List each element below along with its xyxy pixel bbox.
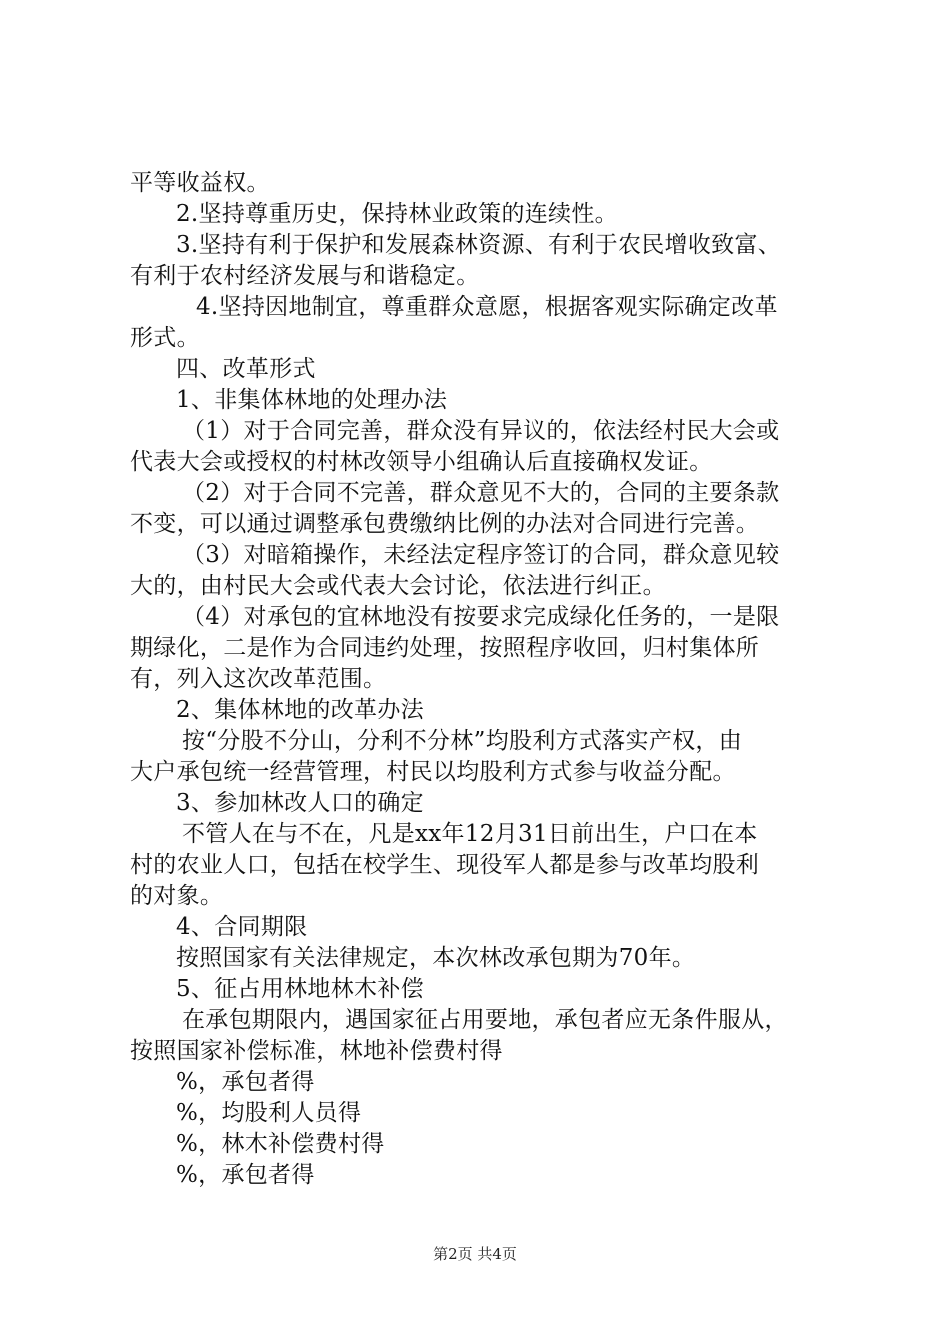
body-line: 大户承包统一经营管理，村民以均股利方式参与收益分配。 — [130, 759, 736, 785]
body-line: 按照国家有关法律规定，本次林改承包期为70年。 — [176, 945, 696, 971]
body-line: 在承包期限内，遇国家征占用要地，承包者应无条件服从， — [182, 1007, 788, 1033]
body-line: 4.坚持因地制宜，尊重群众意愿，根据客观实际确定改革 — [196, 294, 778, 320]
body-line: 有利于农村经济发展与和谐稳定。 — [130, 263, 480, 289]
section-heading: 四、改革形式 — [176, 356, 316, 382]
body-line: （2）对于合同不完善，群众意见不大的，合同的主要条款 — [182, 480, 780, 506]
body-line: %，承包者得 — [176, 1162, 315, 1188]
body-line: （1）对于合同完善，群众没有异议的，依法经村民大会或 — [182, 418, 780, 444]
body-line: 2.坚持尊重历史，保持林业政策的连续性。 — [176, 201, 618, 227]
subsection-heading: 1、非集体林地的处理办法 — [176, 387, 448, 413]
body-line: 代表大会或授权的村林改领导小组确认后直接确权发证。 — [130, 449, 713, 475]
body-line: 平等收益权。 — [130, 170, 270, 196]
body-line: 按照国家补偿标准，林地补偿费村得 — [130, 1038, 503, 1064]
body-line: %，林木补偿费村得 — [176, 1131, 385, 1157]
page-number-footer: 第2页 共4页 — [433, 1245, 517, 1263]
subsection-heading: 5、征占用林地林木补偿 — [176, 976, 424, 1002]
body-line: 不管人在与不在，凡是xx年12月31日前出生，户口在本 — [182, 821, 758, 847]
body-line: 期绿化，二是作为合同违约处理，按照程序收回，归村集体所 — [130, 635, 760, 661]
body-line: 村的农业人口，包括在校学生、现役军人都是参与改革均股利 — [130, 852, 760, 878]
body-line: （3）对暗箱操作，未经法定程序签订的合同，群众意见较 — [182, 542, 780, 568]
document-body — [130, 168, 840, 1191]
body-line: （4）对承包的宜林地没有按要求完成绿化任务的，一是限 — [182, 604, 780, 630]
body-line: 大的，由村民大会或代表大会讨论，依法进行纠正。 — [130, 573, 666, 599]
body-line: 形式。 — [130, 325, 200, 351]
subsection-heading: 4、合同期限 — [176, 914, 308, 940]
subsection-heading: 2、集体林地的改革办法 — [176, 697, 424, 723]
subsection-heading: 3、参加林改人口的确定 — [176, 790, 424, 816]
body-line: 3.坚持有利于保护和发展森林资源、有利于农民增收致富、 — [176, 232, 782, 258]
body-line: 不变，可以通过调整承包费缴纳比例的办法对合同进行完善。 — [130, 511, 760, 537]
body-line: 的对象。 — [130, 883, 224, 909]
body-line: %，均股利人员得 — [176, 1100, 362, 1126]
body-line: 按“分股不分山，分利不分林”均股利方式落实产权，由 — [182, 728, 743, 754]
body-line: 有，列入这次改革范围。 — [130, 666, 387, 692]
body-line: %，承包者得 — [176, 1069, 315, 1095]
